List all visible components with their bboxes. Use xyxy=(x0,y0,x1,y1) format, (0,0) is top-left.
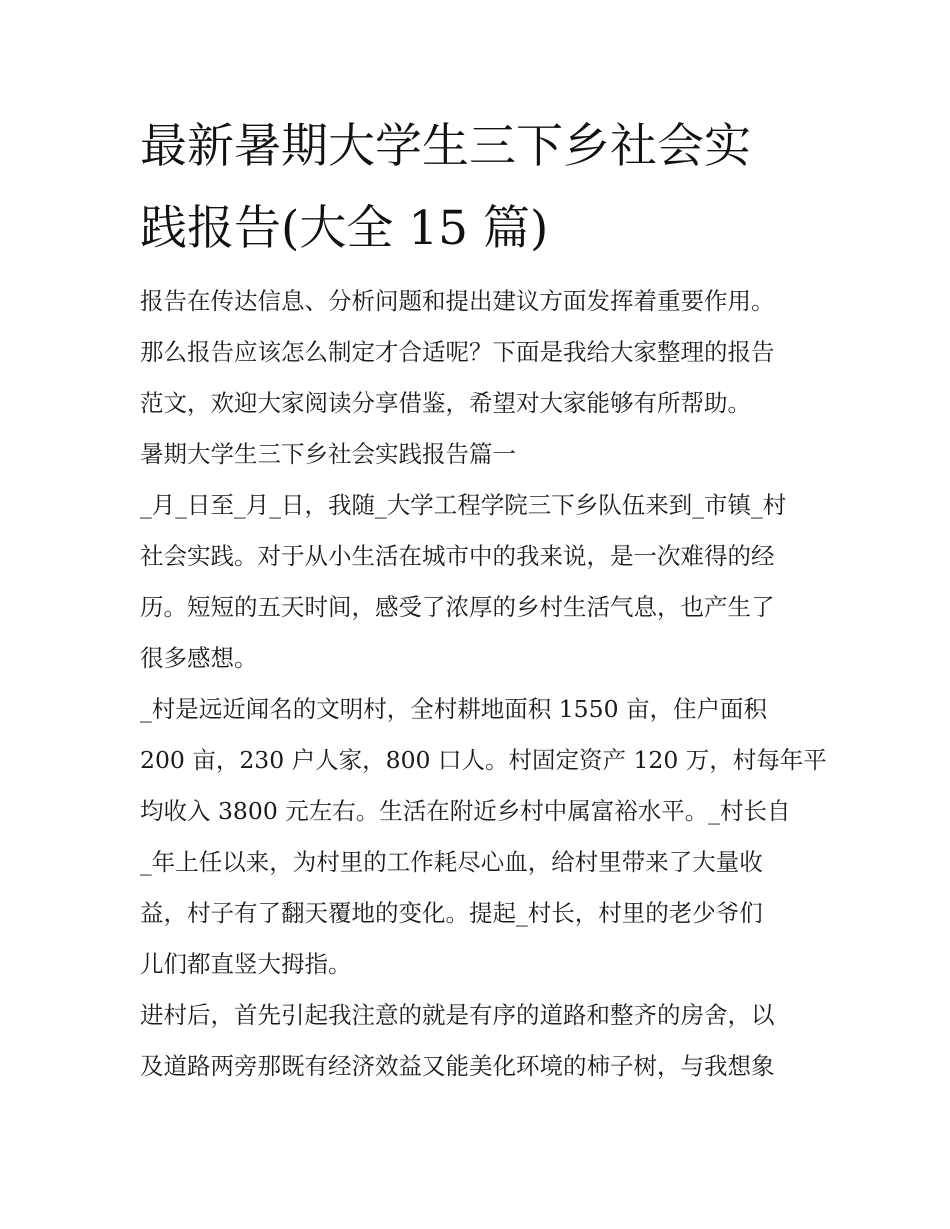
document-title xyxy=(140,106,820,270)
body-line: _年上任以来，为村里的工作耗尽心血，给村里带来了大量收 xyxy=(140,848,763,876)
body-line: 报告在传达信息、分析问题和提出建议方面发挥着重要作用。 xyxy=(140,287,775,315)
body-line: 及道路两旁那既有经济效益又能美化环境的柿子树，与我想象 xyxy=(140,1052,775,1080)
body-line: 均收入 3800 元左右。生活在附近乡村中属富裕水平。_村长自 xyxy=(140,797,791,825)
body-line: 历。短短的五天时间，感受了浓厚的乡村生活气息，也产生了 xyxy=(140,593,775,621)
body-line: _村是远近闻名的文明村，全村耕地面积 1550 亩，住户面积 xyxy=(140,695,767,723)
body-line: 200 亩，230 户人家，800 口人。村固定资产 120 万，村每年平 xyxy=(140,746,827,774)
body-line: 范文，欢迎大家阅读分享借鉴，希望对大家能够有所帮助。 xyxy=(140,389,751,417)
section-heading: 暑期大学生三下乡社会实践报告篇一 xyxy=(140,440,516,468)
body-line: 社会实践。对于从小生活在城市中的我来说，是一次难得的经 xyxy=(140,542,775,570)
body-line: 很多感想。 xyxy=(140,644,258,672)
title-line: 最新暑期大学生三下乡社会实 xyxy=(140,119,751,174)
title-line: 践报告(大全 15 篇) xyxy=(140,201,549,256)
document-body xyxy=(140,276,830,1092)
body-line: 益，村子有了翻天覆地的变化。提起_村长，村里的老少爷们 xyxy=(140,899,763,927)
body-line: 进村后，首先引起我注意的就是有序的道路和整齐的房舍，以 xyxy=(140,1001,775,1029)
body-line: _月_日至_月_日，我随_大学工程学院三下乡队伍来到_市镇_村 xyxy=(140,491,787,519)
body-line: 儿们都直竖大拇指。 xyxy=(140,950,352,978)
body-line: 那么报告应该怎么制定才合适呢？下面是我给大家整理的报告 xyxy=(140,338,775,366)
